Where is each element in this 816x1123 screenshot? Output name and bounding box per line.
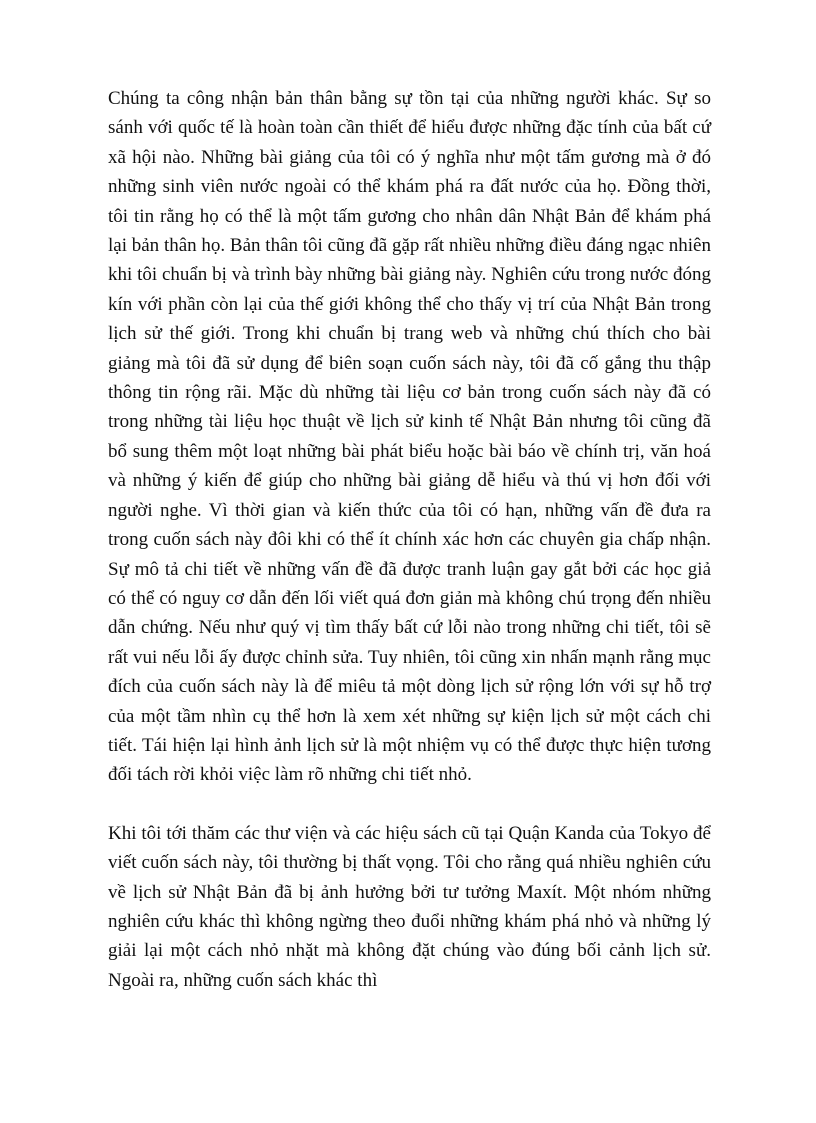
paragraph: Chúng ta công nhận bản thân bằng sự tồn tại của những người khác. Sự so sánh với quốc tế là hoàn toàn cần thiết để hiểu được những đặc tính của bất cứ xã hội nào. Những bài giảng của tôi có ý nghĩa như một tấm gương mà ở đó những sinh viên nước ngoài có thể khám phá ra đất nước của họ. Đồng thời, tôi tin rằng họ có thể là một tấm gương cho nhân dân Nhật Bản để khám phá lại bản thân họ. Bản thân tôi cũng đã gặp rất nhiều những điều đáng ngạc nhiên khi tôi chuẩn bị và trình bày những bài giảng này. Nghiên cứu trong nước đóng kín với phần còn lại của thế giới không thể cho thấy vị trí của Nhật Bản trong lịch sử thế giới. Trong khi chuẩn bị trang web và những chú thích cho bài giảng mà tôi đã sử dụng để biên soạn cuốn sách này, tôi đã cố gắng thu thập thông tin rộng rãi. Mặc dù những tài liệu cơ bản trong cuốn sách này đã có trong những tài liệu học thuật về lịch sử kinh tế Nhật Bản nhưng tôi cũng đã bổ sung thêm một loạt những bài phát biểu hoặc bài báo về chính trị, văn hoá và những ý kiến để giúp cho những bài giảng dễ hiểu và thú vị hơn đối với người nghe. Vì thời gian và kiến thức của tôi có hạn, những vấn đề đưa ra trong cuốn sách này đôi khi có thể ít chính xác hơn các chuyên gia chấp nhận. Sự mô tả chi tiết về những vấn đề đã được tranh luận gay gắt bởi các học giả có thể có nguy cơ dẫn đến lối viết quá đơn giản mà không chú trọng đến nhiều dẫn chứng. Nếu như quý vị tìm thấy bất cứ lỗi nào trong những chi tiết, tôi sẽ rất vui nếu lỗi ấy được chỉnh sửa. Tuy nhiên, tôi cũng xin nhấn mạnh rằng mục đích của cuốn sách này là để miêu tả một dòng lịch sử rộng lớn với sự hỗ trợ của một tầm nhìn cụ thể hơn là xem xét những sự kiện lịch sử một cách chi tiết. Tái hiện lại hình ảnh lịch sử là một nhiệm vụ có thể được thực hiện tương đối tách rời khỏi việc làm rõ những chi tiết nhỏ. xyxy=(108,88,711,786)
document-page xyxy=(108,84,711,995)
paragraph: Khi tôi tới thăm các thư viện và các hiệu sách cũ tại Quận Kanda của Tokyo để viết cuốn sách này, tôi thường bị thất vọng. Tôi cho rằng quá nhiều nghiên cứu về lịch sử Nhật Bản đã bị ảnh hưởng bởi tư tưởng Maxít. Một nhóm những nghiên cứu khác thì không ngừng theo đuổi những khám phá nhỏ và những lý giải lại một cách nhỏ nhặt mà không đặt chúng vào đúng bối cảnh lịch sử. Ngoài ra, những cuốn sách khác thì xyxy=(108,822,711,991)
